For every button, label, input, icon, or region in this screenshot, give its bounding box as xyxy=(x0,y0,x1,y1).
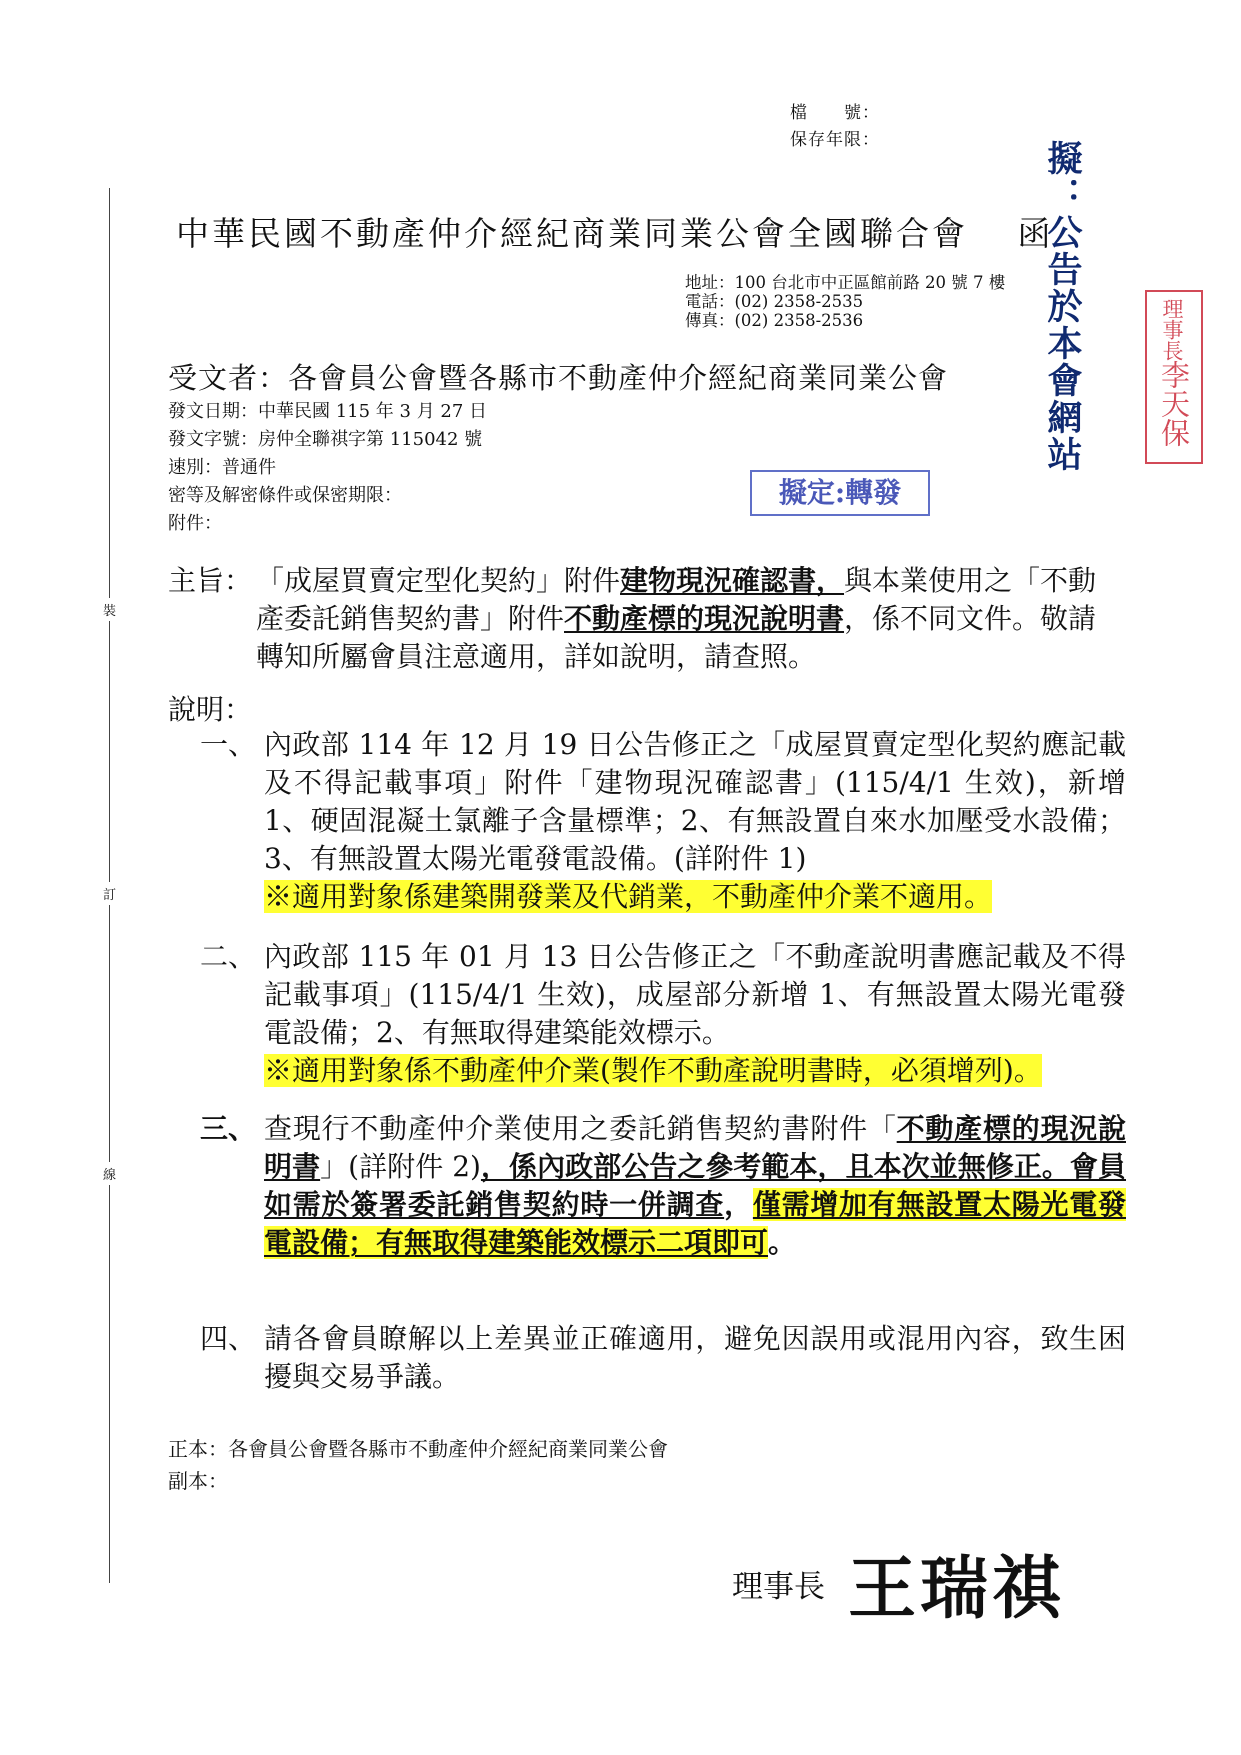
margin-mark-staple: 訂 xyxy=(103,882,116,905)
signature-role: 理事長 xyxy=(732,1569,825,1605)
delivery-speed: 速別：普通件 xyxy=(168,457,276,478)
distribution-list xyxy=(168,1433,668,1497)
subject-part-1: 「成屋買賣定型化契約」附件 xyxy=(256,564,621,597)
main-recipients: 正本：各會員公會暨各縣市不動產仲介經紀商業同業公會 xyxy=(168,1437,668,1461)
item-1-text xyxy=(264,726,1126,916)
item-3-comma: ， xyxy=(724,1188,753,1221)
margin-mark-line: 線 xyxy=(103,1162,116,1185)
item-3-text xyxy=(264,1110,1126,1262)
item-3-period: 。 xyxy=(768,1226,797,1259)
contact-block xyxy=(685,273,1005,330)
fax: 傳真：(02) 2358-2536 xyxy=(685,311,864,330)
item-1-number: 一、 xyxy=(200,728,257,761)
attachment: 附件： xyxy=(168,513,222,534)
item-4-text: 請各會員瞭解以上差異並正確適用，避免因誤用或混用內容，致生困擾與交易爭議。 xyxy=(264,1322,1126,1393)
item-2-note: ※適用對象係不動產仲介業(製作不動產說明書時，必須增列)。 xyxy=(264,1054,1042,1087)
item-3-emphasis: ，係內政部公告之參考範本，且本次並無修正。會員如需於簽署委託銷售契約時一併調查 xyxy=(264,1150,1126,1221)
header-meta xyxy=(790,100,880,154)
address: 地址：100 台北市中正區館前路 20 號 7 樓 xyxy=(685,273,1006,292)
subject-label: 主旨： xyxy=(168,564,253,597)
item-2-text xyxy=(264,938,1126,1090)
item-2-body: 內政部 115 年 01 月 13 日公告修正之「不動產說明書應記載及不得記載事項」(115/4/1 生效)，成屋部分新增 1、有無設置太陽光電發電設備；2、有無取得建築能效標示。 xyxy=(264,940,1126,1049)
reference-number: 發文字號：房仲全聯祺字第 115042 號 xyxy=(168,429,483,450)
subject-doc-2: 不動產標的現況說明書 xyxy=(564,602,845,635)
item-3-part-1: 查現行不動產仲介業使用之委託銷售契約書附件「 xyxy=(264,1112,897,1145)
document-meta xyxy=(168,398,487,538)
subject-text xyxy=(256,562,1116,676)
item-3-number: 三、 xyxy=(200,1112,257,1145)
item-1-note: ※適用對象係建築開發業及代銷業，不動產仲介業不適用。 xyxy=(264,880,993,913)
item-1-body: 內政部 114 年 12 月 19 日公告修正之「成屋買賣定型化契約應記載及不得記載事項」附件「建物現況確認書」(115/4/1 生效)，新增 1、硬固混凝土氯離子含量標準；2、有無設置自來水加壓受水設備；3、有無設置太陽光電發電設備。(詳附件 1) xyxy=(264,728,1126,875)
handwritten-note: 擬：公告於本會網站 xyxy=(1042,140,1083,473)
item-3-doc-name: 不動產標的現況說明書 xyxy=(264,1112,1126,1183)
item-2-number: 二、 xyxy=(200,940,257,973)
phone: 電話：(02) 2358-2535 xyxy=(685,292,864,311)
margin-mark-bind: 裝 xyxy=(103,598,116,621)
file-number-label: 檔 號： xyxy=(790,103,880,123)
subject-part-5: ，係不同文件。敬請轉知所屬會員注意適用，詳如說明，請查照。 xyxy=(256,602,1097,673)
subject-part-3: 與本業使用之「不動產委託銷售契約書」附件 xyxy=(256,564,1097,635)
item-3-part-3: 」(詳附件 2) xyxy=(320,1150,481,1183)
retention-period-label: 保存年限： xyxy=(790,130,880,150)
item-3-highlight: 僅需增加有無設置太陽光電發電設備；有無取得建築能效標示二項即可 xyxy=(264,1188,1126,1259)
chairman-seal-stamp xyxy=(1145,290,1203,464)
subject-doc-1: 建物現況確認書， xyxy=(620,564,845,597)
explanation-label: 說明： xyxy=(168,693,253,726)
issue-date: 發文日期：中華民國 115 年 3 月 27 日 xyxy=(168,401,488,422)
stamp-title: 理事長 xyxy=(1160,298,1184,361)
stamp-name: 李天保 xyxy=(1157,360,1191,447)
item-4-number: 四、 xyxy=(200,1322,257,1355)
signature-block xyxy=(732,1535,1064,1632)
approval-stamp: 擬定:轉發 xyxy=(750,470,930,516)
signature-name: 王瑞祺 xyxy=(848,1549,1065,1629)
secrecy-level: 密等及解密條件或保密期限： xyxy=(168,485,402,506)
copy-recipients: 副本： xyxy=(168,1469,228,1493)
document-title: 中華民國不動產仲介經紀商業同業公會全國聯合會 函 xyxy=(176,214,1054,253)
recipient: 受文者：各會員公會暨各縣市不動產仲介經紀商業同業公會 xyxy=(168,361,949,395)
